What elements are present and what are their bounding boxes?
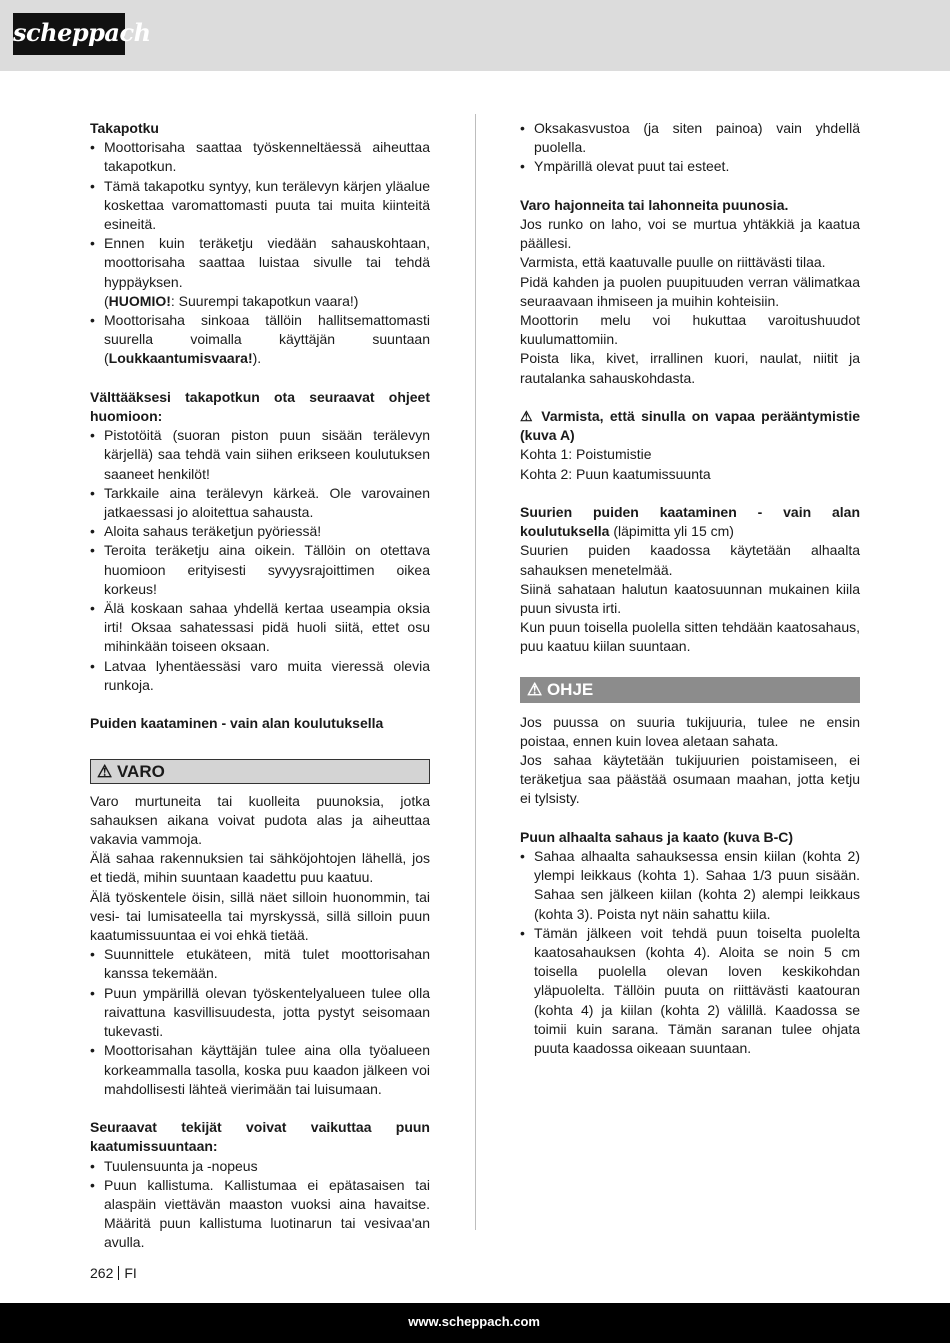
injury-warning: Loukkaantumisvaara!: [108, 350, 253, 367]
large-title-bold: Suurien puiden kaataminen - vain alan koulutuksella: [520, 504, 860, 540]
list-item: • Latvaa lyhentäessäsi varo muita vieressä olevia runkoja.: [90, 657, 430, 695]
section-title-avoid: Välttääksesi takapotkun ota seuraavat ohjeet huomioon:: [90, 388, 430, 425]
huomio-open: (: [104, 292, 109, 309]
paragraph: Älä työskentele öisin, sillä näet silloin huonommin, tai vesi- tai lumisateella tai myrskyssä, sillä silloin puun kaatumissuuntaa ei voi ehkä tietää.: [90, 888, 430, 944]
list-item: • Moottorisaha saattaa työskenneltäessä aiheuttaa takapotkun.: [90, 138, 430, 176]
paragraph: Jos sahaa käytetään tukijuurien poistamiseen, ei teräketjua saa päästää osumaan maahan, jotta ketju ei tylsisty.: [520, 752, 860, 807]
page-number-value: 262: [90, 1265, 114, 1281]
list-item: • Sahaa alhaalta sahauksessa ensin kiilan (kohta 2) ylempi leikkaus (kohta 1). Sahaa 1/3 puun sisään. Sahaa sen jälkeen kiilan (kohta 2) alempi leikkaus (kohta 3). Poista nyt näin sahattu kiila.: [520, 847, 860, 924]
list-item: • Ympärillä olevat puut tai esteet.: [520, 157, 860, 176]
list-item-close: ).: [252, 350, 262, 367]
list-item: • Moottorisahan käyttäjän tulee aina olla työalueen korkeammalla tasolla, koska puu kaadon jälkeen voi mahdollisesti lähteä vierimään tai luisumaan.: [90, 1041, 430, 1099]
paragraph: Poista lika, kivet, irrallinen kuori, naulat, niitit ja rautalanka sahauskohdasta.: [520, 350, 860, 386]
list-item: • Pistotöitä (suoran piston puun sisään terälevyn kärjellä) saa tehdä vain siihen erikseen koulutuksen saaneet henkilöt!: [90, 426, 430, 484]
paragraph: Älä sahaa rakennuksien tai sähköjohtojen lähellä, jos et tiedä, mihin suuntaan kaadettu puu kaatuu.: [90, 850, 430, 886]
varo-list: [90, 945, 430, 1099]
paragraph: Varmista, että kaatuvalle puulle on riittävästi tilaa.: [520, 254, 826, 271]
paragraph: Moottorin melu voi hukuttaa varoitushuudot kuulumattomiin.: [520, 312, 860, 348]
section-title-bottom-cut: Puun alhaalta sahaus ja kaato (kuva B-C): [520, 828, 794, 845]
list-item: • Älä koskaan sahaa yhdellä kertaa useampia oksia irti! Oksaa sahatessasi pidä huoli siitä, ettet osu mihinkään toiseen oksaan.: [90, 599, 430, 657]
list-item: • Suunnittele etukäteen, mitä tulet moottorisahan kanssa tekemään.: [90, 945, 430, 983]
paragraph: Kun puun toisella puolella sitten tehdään kaatosahaus, puu kaatuu kiilan suuntaan.: [520, 619, 860, 655]
section-title-retreat: ⚠ Varmista, että sinulla on vapaa perääntymistie (kuva A): [520, 408, 860, 444]
paragraph: Pidä kahden ja puolen puupituuden verran välimatkaa seuraavaan ihmiseen ja muihin kohteisiin.: [520, 273, 860, 309]
column-divider: [475, 114, 476, 1230]
list-item: • Puun kallistuma. Kallistumaa ei epätasaisen tai alaspäin viettävän maaston vuoksi aina havaitse. Määritä puun kallistuma luotinarun tai vesivaa'an avulla.: [90, 1176, 430, 1253]
section-title-rotten: Varo hajonneita tai lahonneita puunosia.: [520, 196, 789, 213]
list-item-text: Ennen kuin teräketju viedään sahauskohtaan, moottorisaha saattaa luistaa sivulle tai tehdä hyppäyksen.: [104, 235, 430, 290]
paragraph: Varo murtuneita tai kuolleita puunoksia, jotka sahauksen aikana voivat pudota alas ja aiheuttaa vakavia vammoja.: [90, 792, 430, 848]
scheppach-logo: scheppach: [13, 13, 125, 55]
paragraph: Suurien puiden kaadossa käytetään alhaalta sahauksen menetelmää.: [520, 542, 860, 578]
large-title-suffix: (läpimitta yli 15 cm): [609, 523, 734, 540]
paragraph: Siinä sahataan halutun kaatosuunnan mukainen kiila puun sivusta irti.: [520, 580, 860, 617]
section-title-takapotku: Takapotku: [90, 120, 159, 136]
paragraph: Kohta 2: Puun kaatumissuunta: [520, 465, 711, 482]
page-separator: [118, 1266, 119, 1280]
list-item: • Tuulensuunta ja -nopeus: [90, 1157, 430, 1176]
factors-list-continued: [520, 119, 860, 177]
bottom-cut-list: [520, 847, 860, 1058]
huomio-label: HUOMIO!: [108, 292, 171, 309]
varo-warning-box: ⚠ VARO: [90, 759, 430, 784]
takapotku-list: [90, 138, 430, 368]
paragraph: Kohta 1: Poistumistie: [520, 446, 652, 463]
list-item: • Tämän jälkeen voit tehdä puun toiselta puolelta kaatosahauksen (kohta 4). Aloita se noin 5 cm toisella puolella olevan loven keskikohdan yläpuolelta. Tällöin puuta on riittävästi kaatouran (kohta 4) ja kiilan (kohta 2) välillä. Kaadossa se toimii kuin sarana. Tämän saranan tulee ohjata puuta kaadossa oikeaan suuntaan.: [520, 924, 860, 1058]
page-footer: [0, 1303, 950, 1343]
website-link[interactable]: www.scheppach.com: [408, 1314, 540, 1329]
list-item: • Oksakasvustoa (ja siten painoa) vain yhdellä puolella.: [520, 119, 860, 157]
list-item: • Teroita teräketju aina oikein. Tällöin on otettava huomioon erityisesti syvyysrajoittimen oikea korkeus!: [90, 541, 430, 599]
paragraph: Jos puussa on suuria tukijuuria, tulee ne ensin poistaa, ennen kuin lovea aletaan sahata.: [520, 713, 860, 749]
list-item: • Tämä takapotku syntyy, kun terälevyn kärjen yläalue koskettaa varomattomasti puuta tai muita kiinteitä esineitä.: [90, 177, 430, 235]
avoid-list: [90, 426, 430, 695]
list-item: [90, 311, 430, 369]
language-code: FI: [124, 1265, 137, 1281]
list-item: • Tarkkaile aina terälevyn kärkeä. Ole varovainen jatkaessasi jo aloitettua sahausta.: [90, 484, 430, 522]
page-header: [0, 0, 950, 71]
right-column: [520, 119, 860, 1058]
left-column: [90, 119, 430, 1253]
list-item-text: Moottorisaha sinkoaa tällöin hallitsemattomasti suurella voimalla käyttäjän suuntaan (: [104, 312, 430, 367]
paragraph: Jos runko on laho, voi se murtua yhtäkkiä ja kaatua päällesi.: [520, 216, 860, 252]
list-item: • Aloita sahaus teräketjun pyöriessä!: [90, 522, 430, 541]
huomio-text: : Suurempi takapotkun vaara!): [170, 292, 359, 309]
section-title-felling: Puiden kaataminen - vain alan koulutuksella: [90, 715, 384, 732]
section-title-large: [520, 503, 860, 541]
section-title-factors: Seuraavat tekijät voivat vaikuttaa puun kaatumissuuntaan:: [90, 1119, 430, 1155]
factors-list: [90, 1157, 430, 1253]
page-number: [90, 1265, 137, 1281]
ohje-note-box: ⚠ OHJE: [520, 677, 860, 703]
list-item: [90, 234, 430, 311]
list-item: • Puun ympärillä olevan työskentelyalueen tulee olla raivattuna kasvillisuudesta, jotta pystyt seisomaan tukevasti.: [90, 984, 430, 1042]
